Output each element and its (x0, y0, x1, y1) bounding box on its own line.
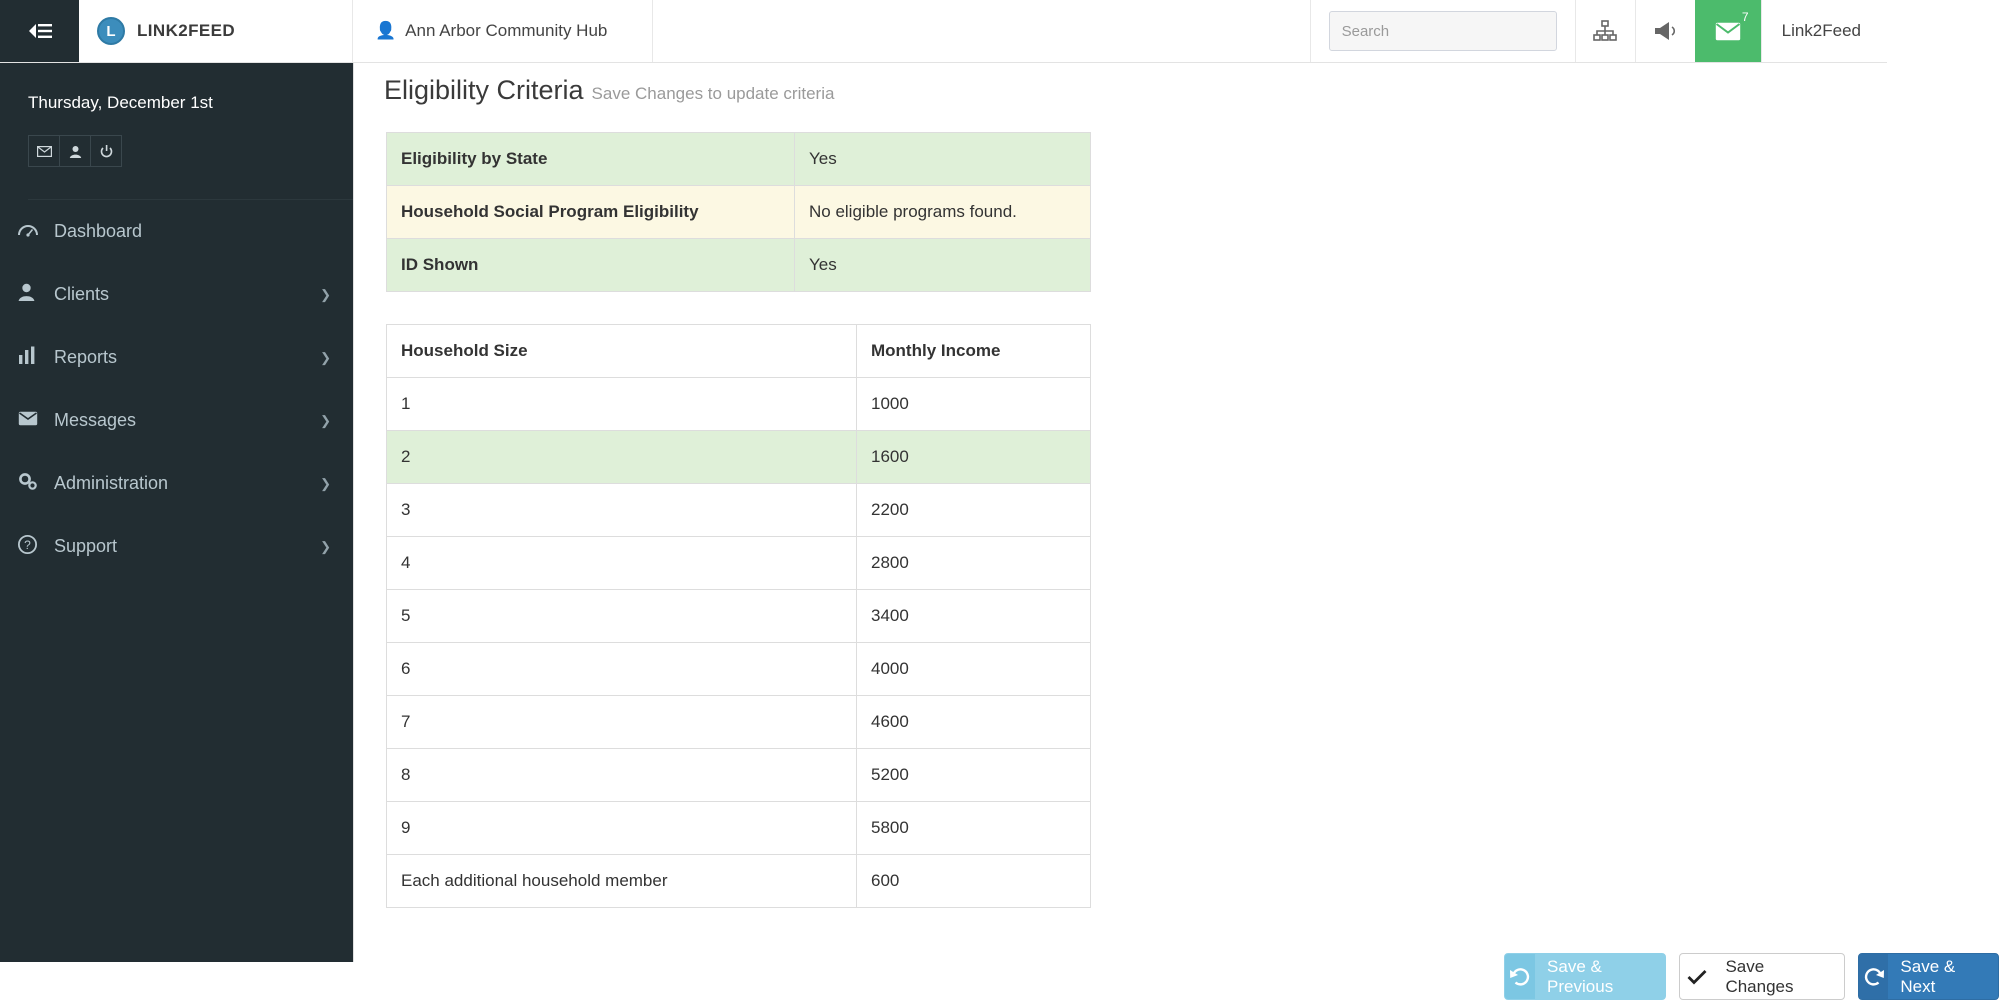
help-circle-icon (18, 535, 54, 559)
envelope-icon (18, 411, 54, 431)
user-icon: 👤 (375, 21, 397, 40)
sidebar-item-clients[interactable] (0, 263, 353, 326)
top-navigation-bar (0, 0, 1887, 63)
undo-icon (1505, 954, 1535, 999)
chevron-right-icon: ❯ (320, 412, 331, 428)
cell-monthly-income: 1600 (857, 431, 1091, 484)
sitemap-icon[interactable] (1575, 0, 1635, 62)
sidebar-item-label: Dashboard (54, 221, 143, 241)
cell-household-size: 4 (387, 537, 857, 590)
hub-selector[interactable] (353, 0, 653, 62)
dashboard-icon (18, 220, 54, 243)
sidebar-item-support[interactable] (0, 515, 353, 578)
table-row (387, 643, 1091, 696)
table-row (387, 855, 1091, 908)
hub-name: Ann Arbor Community Hub (405, 21, 608, 40)
user-icon (18, 283, 54, 306)
criteria-value: Yes (795, 239, 1091, 292)
page-subtitle: Save Changes to update criteria (591, 84, 835, 103)
cell-monthly-income: 4000 (857, 643, 1091, 696)
cell-monthly-income: 4600 (857, 696, 1091, 749)
cell-household-size: 5 (387, 590, 857, 643)
brand-logo-icon: L (97, 17, 125, 45)
chevron-right-icon: ❯ (320, 475, 331, 491)
sidebar-logout-button[interactable] (90, 135, 122, 167)
cell-monthly-income: 5800 (857, 802, 1091, 855)
table-row (387, 696, 1091, 749)
cell-household-size: 7 (387, 696, 857, 749)
table-row (387, 186, 1091, 239)
sidebar-mail-button[interactable] (28, 135, 60, 167)
bar-chart-icon (18, 346, 54, 369)
page-title (354, 63, 1887, 106)
user-menu[interactable] (1761, 0, 1887, 62)
criteria-value: No eligible programs found. (795, 186, 1091, 239)
cell-household-size: 1 (387, 378, 857, 431)
save-changes-label: Save Changes (1725, 956, 1794, 996)
cell-household-size: 2 (387, 431, 857, 484)
table-header-row (387, 325, 1091, 378)
save-and-next-button[interactable] (1858, 953, 1999, 1000)
cell-monthly-income: 1000 (857, 378, 1091, 431)
sidebar-nav (0, 200, 353, 578)
sidebar-toggle-button[interactable] (0, 0, 79, 62)
sidebar-item-dashboard[interactable] (0, 200, 353, 263)
criteria-table (386, 132, 1091, 292)
brand-home-link[interactable] (79, 0, 353, 62)
table-row (387, 378, 1091, 431)
sidebar-item-label: Messages (54, 410, 137, 430)
cell-household-size: 6 (387, 643, 857, 696)
chevron-right-icon: ❯ (320, 286, 331, 302)
user-menu-label: Link2Feed (1781, 21, 1861, 40)
column-header-household-size: Household Size (387, 325, 857, 378)
income-table (386, 324, 1091, 908)
megaphone-glyph (1653, 21, 1677, 41)
brand-name: LINK2FEED (137, 21, 236, 40)
table-row (387, 484, 1091, 537)
eligibility-panel (386, 132, 1091, 908)
sidebar-item-label: Support (54, 536, 118, 556)
criteria-key: Household Social Program Eligibility (387, 186, 795, 239)
sitemap-glyph (1594, 21, 1616, 41)
cell-monthly-income: 5200 (857, 749, 1091, 802)
search-input[interactable] (1329, 11, 1557, 51)
sidebar-item-administration[interactable] (0, 452, 353, 515)
sidebar-item-reports[interactable] (0, 326, 353, 389)
power-icon (100, 145, 113, 158)
cell-household-size: 9 (387, 802, 857, 855)
criteria-key: ID Shown (387, 239, 795, 292)
chevron-right-icon: ❯ (320, 538, 331, 554)
table-row (387, 537, 1091, 590)
table-row (387, 133, 1091, 186)
sidebar-profile-button[interactable] (59, 135, 91, 167)
criteria-value: Yes (795, 133, 1091, 186)
sidebar-date: Thursday, December 1st (28, 93, 213, 112)
cell-household-size: 8 (387, 749, 857, 802)
gears-icon (18, 472, 54, 496)
topbar-spacer (653, 0, 1310, 62)
main-content (353, 63, 1956, 996)
table-row (387, 431, 1091, 484)
chevron-right-icon: ❯ (320, 349, 331, 365)
user-icon (69, 145, 82, 158)
cell-household-size: Each additional household member (387, 855, 857, 908)
sidebar (0, 63, 353, 962)
save-and-previous-button[interactable] (1504, 953, 1666, 1000)
cell-monthly-income: 2800 (857, 537, 1091, 590)
cell-monthly-income: 3400 (857, 590, 1091, 643)
redo-icon (1859, 954, 1888, 999)
sidebar-item-label: Clients (54, 284, 110, 304)
messages-badge: 7 (1741, 10, 1749, 24)
svg-text:?: ? (24, 537, 31, 552)
hamburger-icon (27, 22, 53, 40)
column-header-monthly-income: Monthly Income (857, 325, 1091, 378)
sidebar-quick-actions (28, 135, 353, 167)
megaphone-icon[interactable] (1635, 0, 1695, 62)
form-actions (1504, 953, 1999, 1000)
save-changes-button[interactable] (1679, 953, 1845, 1000)
cell-monthly-income: 2200 (857, 484, 1091, 537)
page-title-text: Eligibility Criteria (384, 75, 584, 105)
sidebar-item-messages[interactable] (0, 389, 353, 452)
table-row (387, 749, 1091, 802)
sidebar-item-label: Administration (54, 473, 169, 493)
cell-household-size: 3 (387, 484, 857, 537)
table-row (387, 802, 1091, 855)
check-icon (1680, 954, 1713, 999)
envelope-icon (37, 146, 52, 157)
cell-monthly-income: 600 (857, 855, 1091, 908)
criteria-key: Eligibility by State (387, 133, 795, 186)
table-row (387, 590, 1091, 643)
messages-icon[interactable] (1695, 0, 1761, 62)
envelope-icon (1715, 22, 1741, 41)
sidebar-item-label: Reports (54, 347, 118, 367)
save-and-next-label: Save & Next (1900, 956, 1956, 996)
search-container (1310, 0, 1575, 62)
sidebar-header (0, 63, 353, 200)
save-and-previous-label: Save & Previous (1547, 956, 1614, 996)
table-row (387, 239, 1091, 292)
